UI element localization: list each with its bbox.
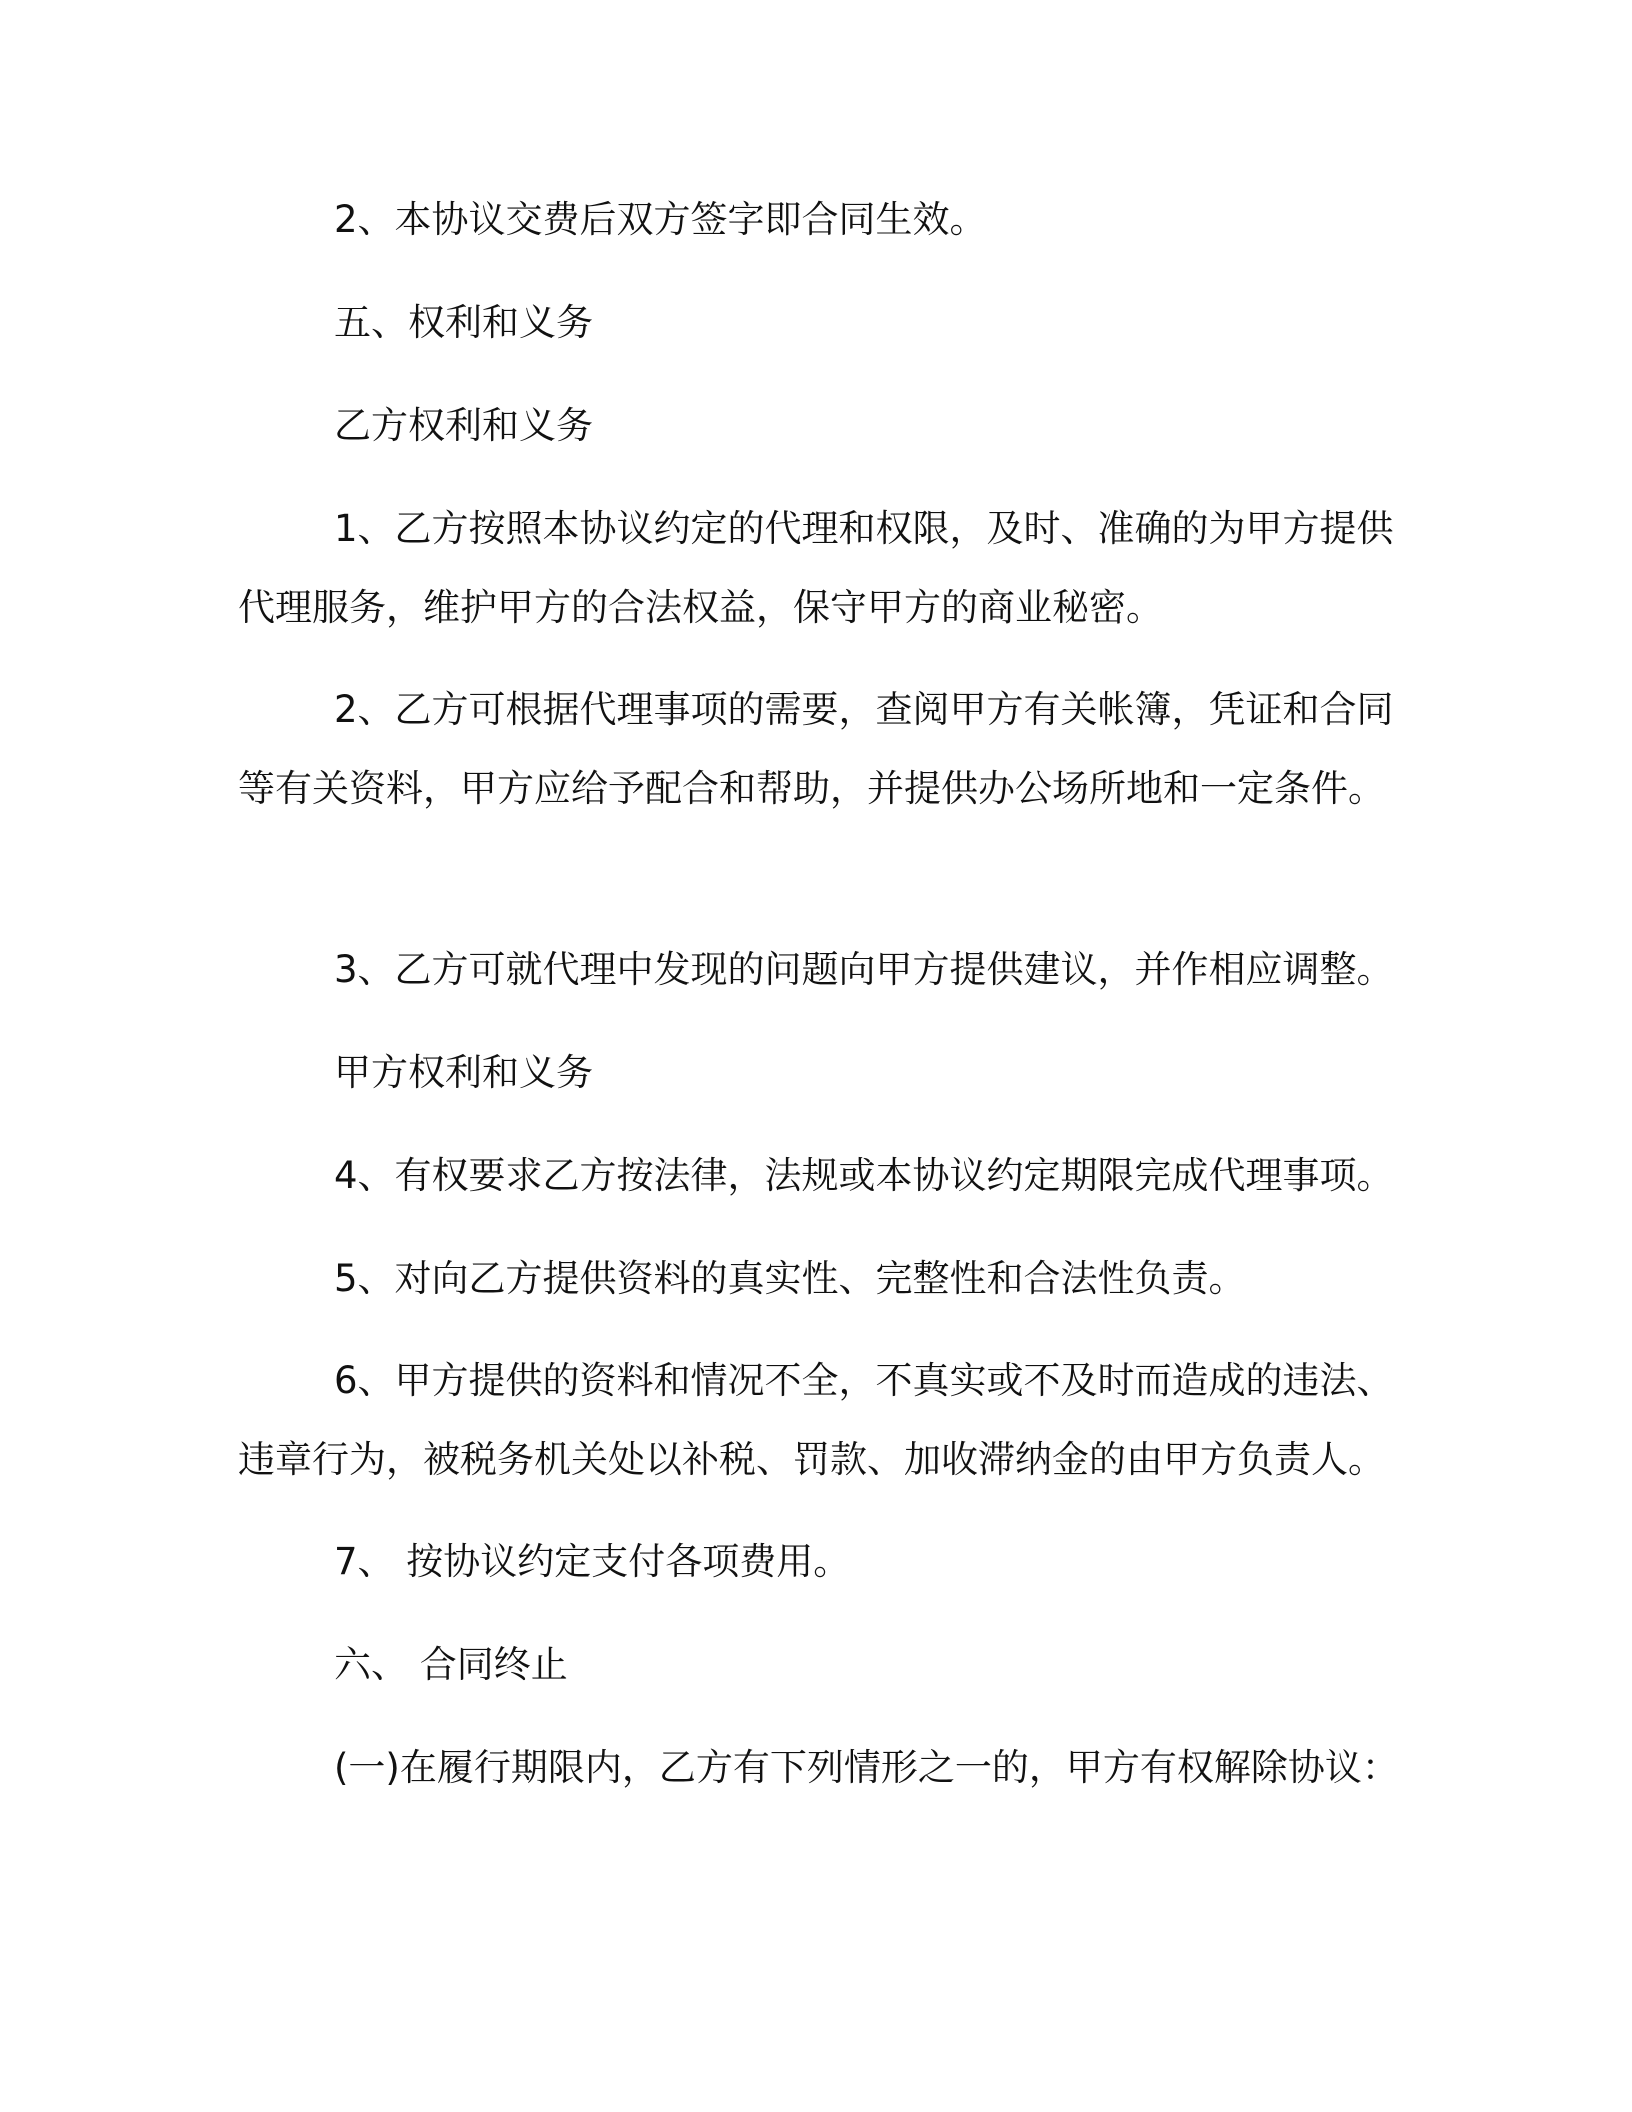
paragraph-party-b-3: 3、乙方可就代理中发现的问题向甲方提供建议，并作相应调整。 — [334, 948, 1394, 991]
paragraph-party-a-5: 5、对向乙方提供资料的真实性、完整性和合法性负责。 — [334, 1257, 1246, 1300]
heading-contract-termination: 六、 合同终止 — [334, 1643, 568, 1686]
heading-rights-obligations: 五、权利和义务 — [334, 301, 593, 344]
paragraph-party-a-7: 7、 按协议约定支付各项费用。 — [334, 1540, 851, 1583]
paragraph-termination-1: (一)在履行期限内，乙方有下列情形之一的，甲方有权解除协议： — [334, 1746, 1399, 1789]
paragraph-party-a-4: 4、有权要求乙方按法律，法规或本协议约定期限完成代理事项。 — [334, 1154, 1394, 1197]
paragraph-effect-clause: 2、本协议交费后双方签字即合同生效。 — [334, 198, 987, 241]
subheading-party-b: 乙方权利和义务 — [334, 404, 593, 447]
paragraph-party-b-2: 2、乙方可根据代理事项的需要，查阅甲方有关帐簿，凭证和合同等有关资料，甲方应给予配合和帮助，并提供办公场所地和一定条件。 — [238, 688, 1394, 810]
subheading-party-a: 甲方权利和义务 — [334, 1051, 593, 1094]
paragraph-party-a-6: 6、甲方提供的资料和情况不全，不真实或不及时而造成的违法、违章行为，被税务机关处以补税、罚款、加收滞纳金的由甲方负责人。 — [238, 1359, 1394, 1481]
paragraph-party-b-1: 1、乙方按照本协议约定的代理和权限，及时、准确的为甲方提供代理服务，维护甲方的合法权益，保守甲方的商业秘密。 — [238, 507, 1394, 629]
